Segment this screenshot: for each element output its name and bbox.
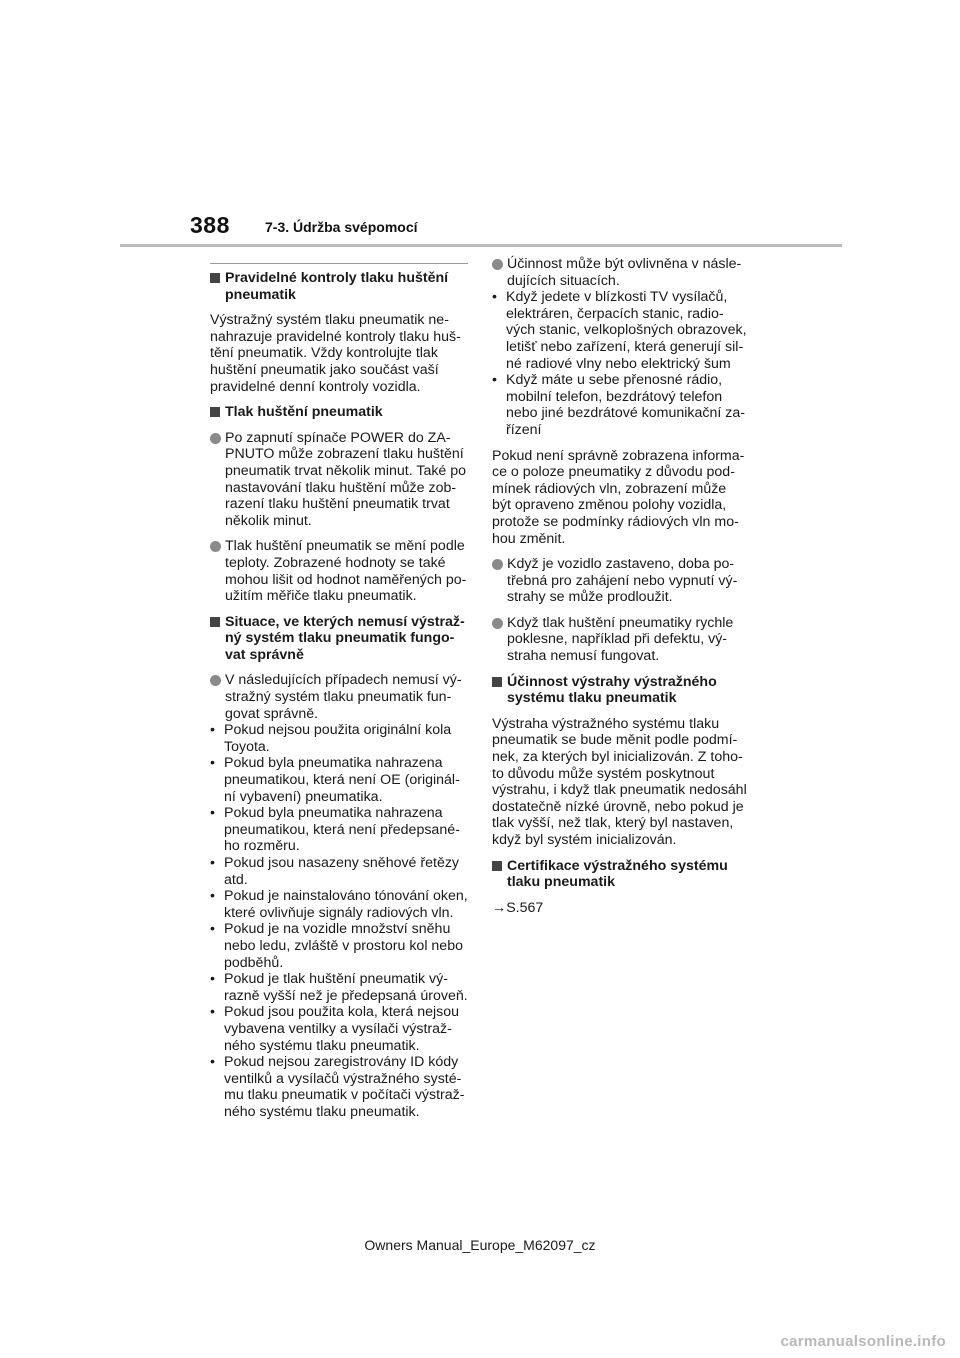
list-item: • Pokud nejsou použita originální kola Toyota. [210, 722, 452, 755]
bullet-text: Když tlak huštění pneumatiky rychle poklesne, například při defektu, vý- straha nemusí fungovat. [507, 614, 734, 665]
paragraph: Pokud není správně zobrazena informa- ce o poloze pneumatiky z důvodu pod- mínek rádiových vln, zobrazení může být opraveno změnou polohy vozidla, protože se podmínky rádiových vln mo- hou změnit. [492, 447, 745, 547]
circle-bullet-icon [492, 618, 503, 629]
list-item: • Když jedete v blízkosti TV vysílačů, elektráren, čerpacích stanic, radio- vých stanic, velkoplošných obrazovek, letišť nebo zařízení, která generují sil- né radiové vlny nebo elektrický šum [492, 289, 747, 372]
bullet-point [210, 538, 472, 604]
circle-bullet-icon [492, 259, 503, 270]
bullet-text: Tlak huštění pneumatik se mění podle teploty. Zobrazené hodnoty se také mohou lišit od hodnot naměřených po- užitím měřiče tlaku pneumatik. [225, 538, 467, 605]
square-bullet-icon [492, 677, 502, 687]
square-bullet-icon [210, 273, 220, 283]
circle-bullet-icon [210, 675, 221, 686]
bullet-point [492, 556, 756, 606]
bullet-point [210, 430, 472, 530]
section-title: 7-3. Údržba svépomocí [265, 219, 418, 235]
heading-text: Situace, ve kterých nemusí výstraž- ný systém tlaku pneumatik fungo- vat správně [225, 613, 465, 663]
heading-warning-effectiveness [492, 674, 756, 707]
bullet-point [492, 256, 756, 289]
circle-bullet-icon [492, 559, 503, 570]
heading-text: Certifikace výstražného systému tlaku pneumatik [507, 857, 728, 891]
left-column [210, 270, 472, 1121]
bullet-text: V následujících případech nemusí vý- stražný systém tlaku pneumatik fun- govat správně. [225, 672, 462, 722]
circle-bullet-icon [210, 433, 221, 444]
page-number: 388 [190, 212, 230, 238]
situation-list [210, 722, 472, 1120]
square-bullet-icon [492, 861, 502, 871]
heading-text: Účinnost výstrahy výstražného systému tlaku pneumatik [507, 673, 717, 707]
heading-regular-checks [210, 270, 472, 303]
bullet-text: Když je vozidlo zastaveno, doba po- třebná pro zahájení nebo vypnutí vý- strahy se může prodloužit. [507, 556, 738, 606]
watermark: carmanualsonline.info [780, 1333, 946, 1350]
list-item: • Pokud je nainstalováno tónování oken, které ovlivňuje signály radiových vln. [210, 888, 468, 921]
list-item: • Pokud jsou použita kola, která nejsou vybavena ventilky a vysílači výstraž- ného systému tlaku pneumatik. [210, 1004, 460, 1054]
bullet-text: Účinnost může být ovlivněna v násle- dujících situacích. [507, 256, 742, 289]
bullet-point [210, 672, 472, 722]
heading-certification [492, 858, 756, 891]
heading-tire-pressure [210, 404, 472, 421]
situation-list [492, 289, 756, 438]
list-item: • Když máte u sebe přenosné rádio, mobilní telefon, bezdrátový telefon nebo jiné bezdrátové komunikační za- řízení [492, 372, 745, 438]
page-reference-link[interactable]: →S.567 [492, 899, 544, 916]
paragraph: Výstraha výstražného systému tlaku pneumatik se bude měnit podle podmí- nek, za kterých byl inicializován. Z toho- to důvodu může systém poskytnout výstrahu, i když tlak pneumatik nedosáhl dostatečně nízké úrovně, nebo pokud je tlak vyšší, než tlak, který byl nastaven, když byl systém inicializován. [492, 715, 747, 848]
list-item: • Pokud jsou nasazeny sněhové řetězy atd. [210, 855, 460, 888]
square-bullet-icon [210, 407, 220, 417]
list-item: • Pokud nejsou zaregistrovány ID kódy ventilků a vysílačů výstražného systé- mu tlaku pneumatik v počítači výstraž- ného systému tlaku pneumatik. [210, 1054, 465, 1120]
heading-text: Tlak huštění pneumatik [225, 404, 383, 421]
bullet-point [492, 615, 756, 665]
heading-malfunction-situations [210, 614, 472, 664]
square-bullet-icon [210, 617, 220, 627]
list-item: • Pokud byla pneumatika nahrazena pneumatikou, která není předepsané- ho rozměru. [210, 805, 460, 855]
column-top-divider [210, 263, 468, 264]
paragraph: Výstražný systém tlaku pneumatik ne- nahrazuje pravidelné kontroly tlaku huš- tění pneumatik. Vždy kontrolujte tlak huštění pneumatik jako součást vaší pravidelné denní kontroly vozidla. [210, 312, 461, 395]
footer-manual-id: Owners Manual_Europe_M62097_cz [364, 1237, 596, 1253]
header-divider [120, 244, 842, 247]
heading-text: Pravidelné kontroly tlaku huštění pneumatik [225, 270, 449, 303]
circle-bullet-icon [210, 541, 221, 552]
bullet-text: Po zapnutí spínače POWER do ZA- PNUTO může zobrazení tlaku huštění pneumatik trvat několik minut. Také po nastavování tlaku huštění může zob- razení tlaku huštění pneumatik trvat několik minut. [225, 429, 467, 529]
list-item: • Pokud byla pneumatika nahrazena pneumatikou, která není OE (originál- ní vybavení) pneumatika. [210, 755, 460, 805]
list-item: • Pokud je na vozidle množství sněhu nebo ledu, zvláště v prostoru kol nebo podběhů. [210, 921, 463, 971]
list-item: • Pokud je tlak huštění pneumatik vý- razně vyšší než je předepsaná úroveň. [210, 971, 468, 1004]
right-column [492, 256, 756, 925]
